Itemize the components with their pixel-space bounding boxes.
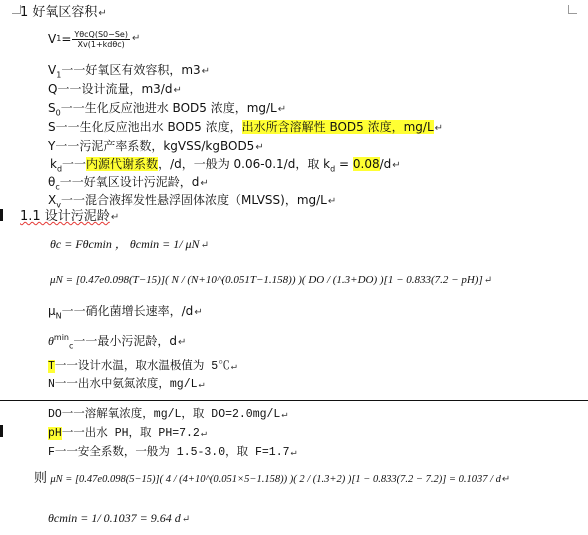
final-result: θcmin = 1/ 0.1037 = 9.64 d↵ — [48, 511, 191, 525]
page-corner-mark-top-right — [568, 5, 577, 14]
mu-equation: μN = [0.47e0.098(T−15)]( N / (N+10^(0.051T−1.158)) )( DO / (1.3+DO) )[1 − 0.833(7.2 − pH)]↵ — [50, 274, 493, 286]
highlighted-text: pH — [48, 427, 62, 440]
highlighted-text: 内源代谢系数 — [86, 157, 159, 171]
theta-min-definition: $\theta^{min}_c$一一最小污泥龄，d↵ — [48, 333, 187, 351]
mu-definition: $\mu_N$一一硝化菌增长速率，/d↵ — [48, 304, 203, 321]
margin-marker — [0, 209, 3, 221]
fraction-denominator: Xv(1+kdθc) — [77, 39, 125, 49]
def-line-v1: $V_1$一一好氧区有效容积，m3↵ — [48, 63, 211, 80]
margin-marker — [0, 425, 3, 437]
heading-1-text: 1 好氧区容积 — [20, 5, 98, 20]
do-definition: DO一一溶解氧浓度，mg/L，取 DO=2.0mg/L↵ — [48, 408, 288, 421]
t-definition: T一一设计水温，取水温极值为 5℃↵ — [48, 360, 237, 373]
def-line-y: Y一一污泥产率系数，kgVSS/kgBOD5↵ — [48, 139, 264, 153]
def-line-s0: $S_0$一一生化反应池进水 BOD5 浓度，mg/L↵ — [48, 101, 287, 118]
heading-1-1-text: 1.1 设计污泥龄 — [20, 209, 110, 224]
heading-1-1: 1.1 设计污泥龄↵ — [20, 209, 120, 224]
f-definition: F一一安全系数，一般为 1.5-3.0，取 F=1.7↵ — [48, 446, 297, 459]
v1-fraction — [72, 30, 130, 49]
def-line-thetac: $\theta_c$一一好氧区设计污泥龄，d↵ — [48, 175, 209, 192]
def-line-xv: $X_v$一一混合液挥发性悬浮固体浓度（MLVSS)，mg/L↵ — [48, 193, 337, 210]
highlighted-text: 出水所含溶解性 BOD5 浓度，mg/L — [241, 120, 434, 134]
calculation-line: 则 μN = [0.47e0.098(5−15)]( 4 / (4+10^(0.051×5−1.158)) )( 2 / (1.3+2) )[1 − 0.833(7.2 − 7.2)] = 0.1037 / d↵ — [34, 471, 511, 486]
def-line-kd: $k_d$一一内源代谢系数，/d，一般为 0.06-0.1/d，取 $k_d$ = 0.08/d↵ — [50, 157, 401, 174]
fraction-numerator: YθcQ(S0−Se) — [74, 29, 128, 39]
theta-equation: θc = Fθcmin ， θcmin = 1/ μN↵ — [50, 237, 209, 251]
def-line-q: Q一一设计流量，m3/d↵ — [48, 82, 182, 96]
section-break-line — [0, 400, 588, 401]
v1-formula: V 1 = $\frac{\text{YθcQ(S0−Se)}}{\text{Xv(1+kdθc)}}$ ↵ — [48, 29, 141, 49]
highlighted-text: 0.08 — [352, 157, 380, 171]
def-line-s: S一一生化反应池出水 BOD5 浓度，出水所含溶解性 BOD5 浓度，mg/L↵ — [48, 120, 444, 134]
ph-definition: pH一一出水 PH，取 PH=7.2↵ — [48, 427, 207, 440]
paragraph-mark: ↵ — [98, 8, 107, 19]
heading-1 — [20, 5, 107, 22]
n-definition: N一一出水中氨氮浓度，mg/L↵ — [48, 378, 205, 391]
highlighted-text: T — [48, 360, 55, 373]
